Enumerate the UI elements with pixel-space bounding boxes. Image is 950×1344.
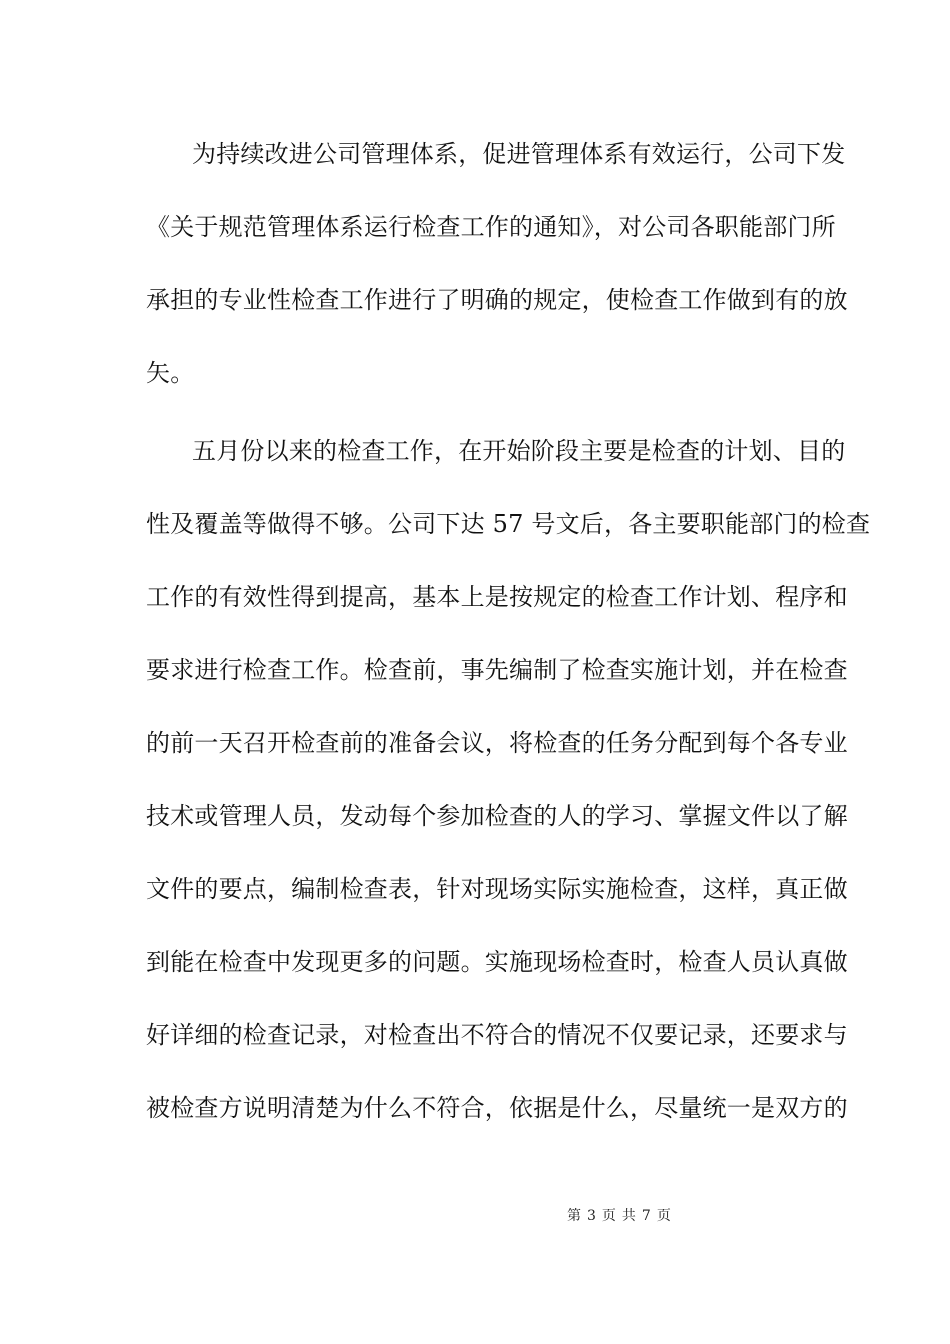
paragraph-2-line-6: 技术或管理人员，发动每个参加检查的人的学习、掌握文件以了解 — [146, 802, 848, 830]
paragraph-2-line-5: 的前一天召开检查前的准备会议，将检查的任务分配到每个各专业 — [146, 729, 848, 757]
paragraph-2-line-8: 到能在检查中发现更多的问题。实施现场检查时，检查人员认真做 — [146, 948, 848, 976]
footer-current-page: 3 — [587, 1208, 596, 1224]
page-number — [567, 1207, 671, 1225]
paragraph-1-line-2: 《关于规范管理体系运行检查工作的通知》，对公司各职能部门所 — [146, 213, 836, 241]
footer-total-word: 共 — [621, 1208, 636, 1224]
paragraph-2-line-1: 五月份以来的检查工作，在开始阶段主要是检查的计划、目的 — [192, 437, 846, 465]
paragraph-2-line-10: 被检查方说明清楚为什么不符合，依据是什么，尽量统一是双方的 — [146, 1094, 848, 1122]
paragraph-2-line-4: 要求进行检查工作。检查前，事先编制了检查实施计划，并在检查 — [146, 656, 848, 684]
footer-suffix: 页 — [656, 1208, 671, 1224]
paragraph-2-line-7: 文件的要点，编制检查表，针对现场实际实施检查，这样，真正做 — [146, 875, 848, 903]
paragraph-2-line-9: 好详细的检查记录，对检查出不符合的情况不仅要记录，还要求与 — [146, 1021, 848, 1049]
footer-prefix: 第 — [567, 1208, 581, 1224]
paragraph-2-line-3: 工作的有效性得到提高，基本上是按规定的检查工作计划、程序和 — [146, 583, 848, 611]
footer-page-word: 页 — [601, 1208, 616, 1224]
paragraph-1-line-4: 矢。 — [146, 359, 195, 387]
paragraph-2-line-2: 性及覆盖等做得不够。公司下达 57 号文后，各主要职能部门的检查 — [146, 510, 871, 538]
paragraph-1-line-3: 承担的专业性检查工作进行了明确的规定，使检查工作做到有的放 — [146, 286, 848, 314]
paragraph-1-line-1: 为持续改进公司管理体系，促进管理体系有效运行，公司下发 — [192, 140, 846, 168]
footer-total-pages: 7 — [641, 1208, 651, 1224]
